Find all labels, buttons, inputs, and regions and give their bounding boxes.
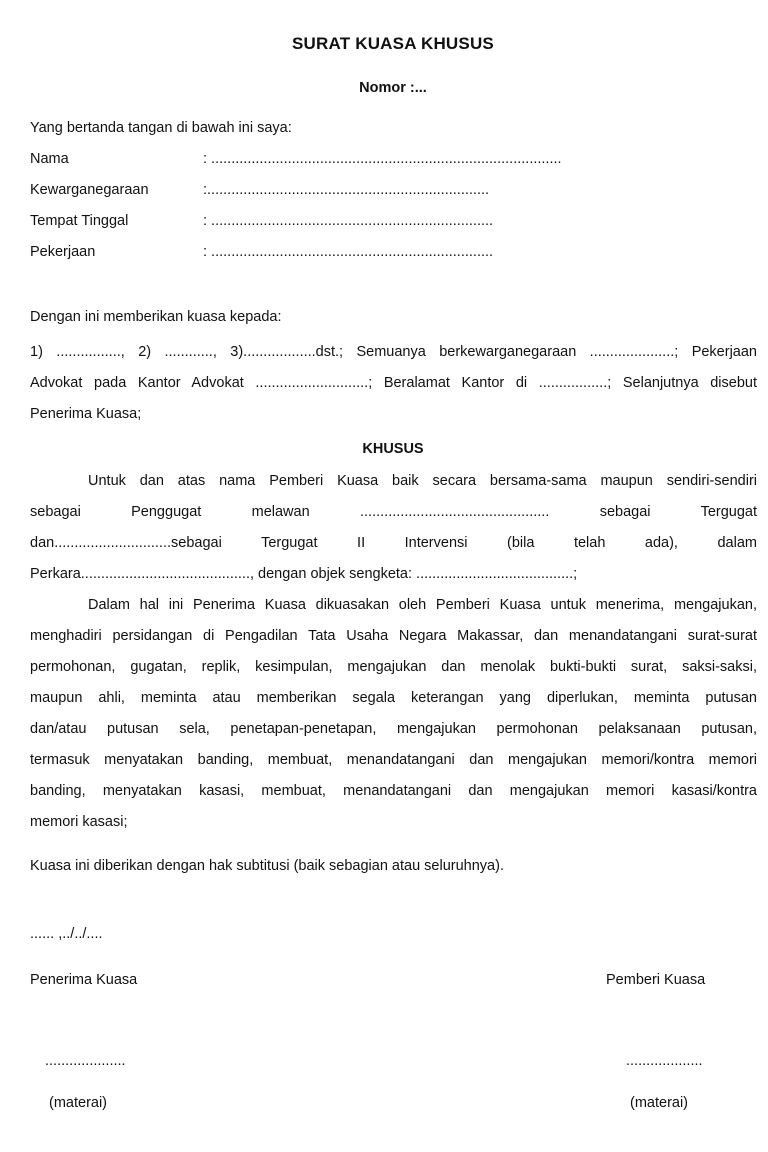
paragraph-line: sebagai Penggugat melawan ............................................... sebagai Tergugat: [30, 504, 757, 520]
paragraph-1: [30, 466, 757, 590]
kuasa-intro-text: Dengan ini memberikan kuasa kepada:: [30, 309, 282, 325]
paragraph-line: maupun ahli, meminta atau memberikan segala keterangan yang diperlukan, meminta putusan: [30, 690, 757, 706]
intro-text: Yang bertanda tangan di bawah ini saya:: [30, 120, 292, 136]
field-value-pekerjaan: : ......................................................................: [203, 244, 494, 260]
materai-left: (materai): [49, 1095, 108, 1111]
paragraph-line: Perkara.........................................., dengan objek sengketa: .......................................;: [30, 566, 578, 582]
paragraph-line: permohonan, gugatan, replik, kesimpulan, mengajukan dan menolak bukti-bukti surat, saksi-saksi,: [30, 659, 757, 675]
paragraph-line: banding, menyatakan kasasi, membuat, menandatangani dan mengajukan memori kasasi/kontra: [30, 783, 757, 799]
paragraph-line: memori kasasi;: [30, 814, 128, 830]
field-value-kewarganegaraan: :......................................................................: [203, 182, 490, 198]
field-label-pekerjaan: Pekerjaan: [30, 244, 96, 260]
penerima-paragraph: [30, 337, 757, 430]
khusus-heading: KHUSUS: [362, 441, 424, 457]
field-label-tempat-tinggal: Tempat Tinggal: [30, 213, 129, 229]
field-label-nama: Nama: [30, 151, 69, 167]
paragraph-line: termasuk menyatakan banding, membuat, menandatangani dan mengajukan memori/kontra memori: [30, 752, 757, 768]
penerima-kuasa-label: Penerima Kuasa: [30, 972, 138, 988]
paragraph-line: Dalam hal ini Penerima Kuasa dikuasakan oleh Pemberi Kuasa untuk menerima, mengajukan,: [88, 597, 757, 613]
paragraph-line: dan/atau putusan sela, penetapan-penetapan, mengajukan permohonan pelaksanaan putusan,: [30, 721, 757, 737]
penerima-line: Advokat pada Kantor Advokat ............................; Beralamat Kantor di .................; Selanjutnya disebut: [30, 375, 757, 391]
paragraph-2: [30, 590, 757, 838]
penerima-signature-line: ....................: [45, 1053, 126, 1069]
pemberi-kuasa-label: Pemberi Kuasa: [606, 972, 706, 988]
field-value-nama: : .......................................................................................: [203, 151, 562, 167]
substitusi-text: Kuasa ini diberikan dengan hak subtitusi (baik sebagian atau seluruhnya).: [30, 858, 504, 874]
materai-right: (materai): [630, 1095, 689, 1111]
pemberi-signature-line: ...................: [626, 1053, 703, 1069]
penerima-line: Penerima Kuasa;: [30, 406, 142, 422]
field-label-kewarganegaraan: Kewarganegaraan: [30, 182, 149, 198]
date-line: ...... ,../../....: [30, 926, 103, 942]
penerima-line: 1) ................, 2) ............, 3)..................dst.; Semuanya berkewarganegaraan .....................; Pekerjaan: [30, 344, 757, 360]
paragraph-line: Untuk dan atas nama Pemberi Kuasa baik secara bersama-sama maupun sendiri-sendiri: [88, 473, 757, 489]
field-value-tempat-tinggal: : ......................................................................: [203, 213, 494, 229]
document-number: Nomor :...: [359, 80, 427, 96]
paragraph-line: menghadiri persidangan di Pengadilan Tata Usaha Negara Makassar, dan menandatangani surat-surat: [30, 628, 757, 644]
document-title: SURAT KUASA KHUSUS: [292, 34, 494, 53]
paragraph-line: dan.............................sebagai Tergugat II Intervensi (bila telah ada), dalam: [30, 535, 757, 551]
